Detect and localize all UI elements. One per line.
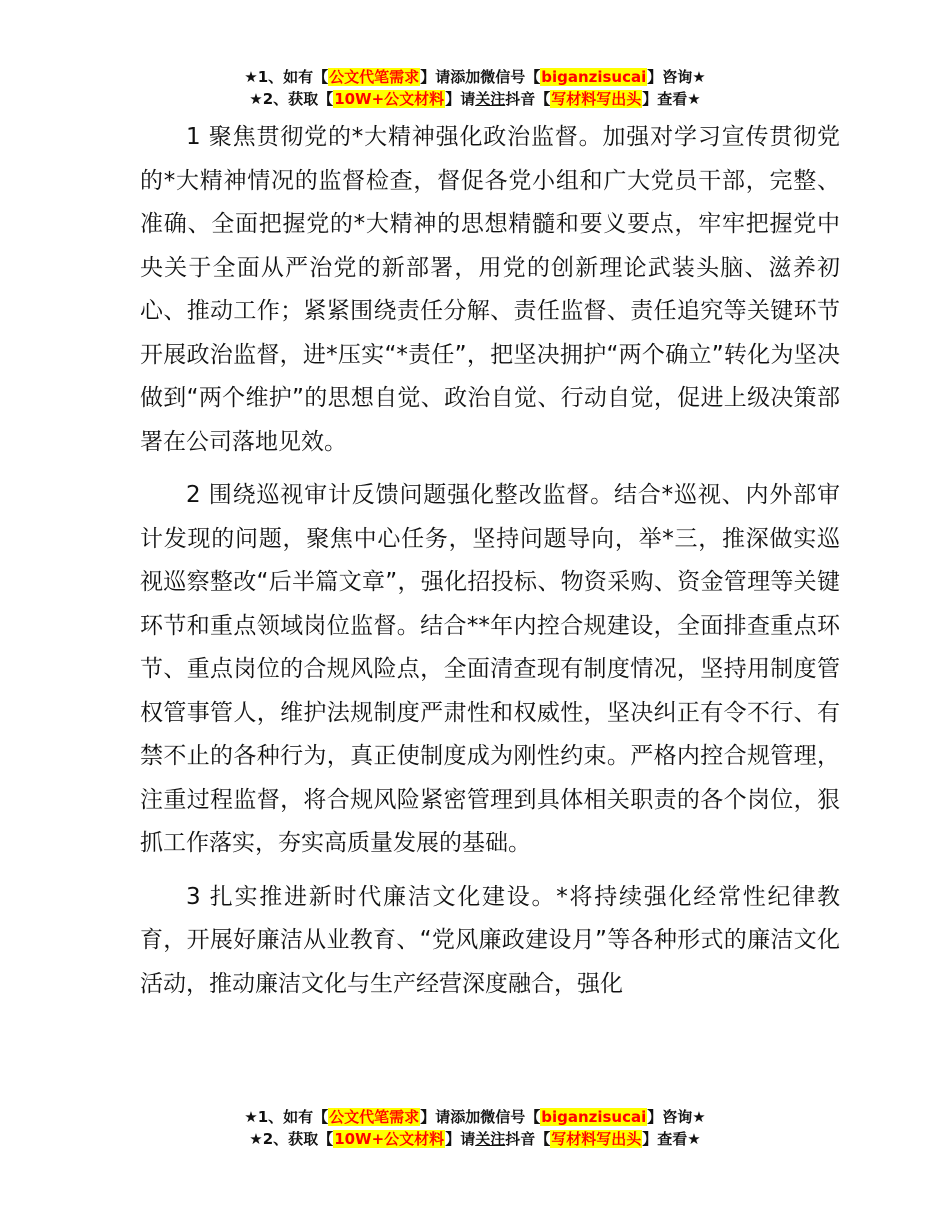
banner-line-1 xyxy=(0,1106,950,1128)
banner-highlight: 10W+公文材料 xyxy=(334,90,445,108)
banner-text: 】查看★ xyxy=(642,90,701,108)
banner-text: ★2、获取【 xyxy=(249,90,334,108)
banner-underlined: 关注 xyxy=(475,90,506,108)
banner-text: 】咨询★ xyxy=(647,1108,706,1126)
banner-text: 】请 xyxy=(445,1130,476,1148)
banner-text: 】请添加微信号【 xyxy=(420,1108,541,1126)
banner-text: ★1、如有【 xyxy=(244,1108,329,1126)
banner-line-2 xyxy=(0,1128,950,1150)
banner-text: 】查看★ xyxy=(642,1130,701,1148)
footer-banner xyxy=(0,1106,950,1150)
banner-line-2 xyxy=(0,88,950,110)
banner-highlight: 10W+公文材料 xyxy=(334,1130,445,1148)
banner-text: 】咨询★ xyxy=(647,68,706,86)
paragraph: 3 扎实推进新时代廉洁文化建设。*将持续强化经常性纪律教育，开展好廉洁从业教育、“党风廉政建设月”等各种形式的廉洁文化活动，推动廉洁文化与生产经营深度融合，强化 xyxy=(140,883,840,997)
banner-text: 】请添加微信号【 xyxy=(420,68,541,86)
banner-text: ★2、获取【 xyxy=(249,1130,334,1148)
banner-highlight: 公文代笔需求 xyxy=(329,1108,420,1126)
banner-text: 】请 xyxy=(445,90,476,108)
banner-text: 抖音【 xyxy=(505,1130,551,1148)
banner-text: 抖音【 xyxy=(505,90,551,108)
banner-line-1 xyxy=(0,66,950,88)
paragraph: 2 围绕巡视审计反馈问题强化整改监督。结合*巡视、内外部审计发现的问题，聚焦中心任务，坚持问题导向，举*三，推深做实巡视巡察整改“后半篇文章”，强化招投标、物资采购、资金管理等关键环节和重点领域岗位监督。结合**年内控合规建设，全面排查重点环节、重点岗位的合规风险点，全面清查现有制度情况，坚持用制度管权管事管人，维护法规制度严肃性和权威性，坚决纠正有令不行、有禁不止的各种行为，真正使制度成为刚性约束。严格内控合规管理，注重过程监督，将合规风险紧密管理到具体相关职责的各个岗位，狠抓工作落实，夯实高质量发展的基础。 xyxy=(140,482,840,856)
banner-highlight: 公文代笔需求 xyxy=(329,68,420,86)
paragraph: 1 聚焦贯彻党的*大精神强化政治监督。加强对学习宣传贯彻党的*大精神情况的监督检查，督促各党小组和广大党员干部，完整、准确、全面把握党的*大精神的思想精髓和要义要点，牢牢把握党中央关于全面从严治党的新部署，用党的创新理论武装头脑、滋养初心、推动工作；紧紧围绕责任分解、责任监督、责任追究等关键环节开展政治监督，进*压实“*责任”，把坚决拥护“两个确立”转化为坚决做到“两个维护”的思想自觉、政治自觉、行动自觉，促进上级决策部署在公司落地见效。 xyxy=(140,124,840,455)
banner-highlight: 写材料写出头 xyxy=(551,1130,642,1148)
banner-underlined: 关注 xyxy=(475,1130,506,1148)
document-body xyxy=(140,116,840,1016)
banner-text: ★1、如有【 xyxy=(244,68,329,86)
header-banner xyxy=(0,66,950,110)
banner-highlight: 写材料写出头 xyxy=(551,90,642,108)
banner-highlight: biganzisucai xyxy=(541,68,647,86)
banner-highlight: biganzisucai xyxy=(541,1108,647,1126)
